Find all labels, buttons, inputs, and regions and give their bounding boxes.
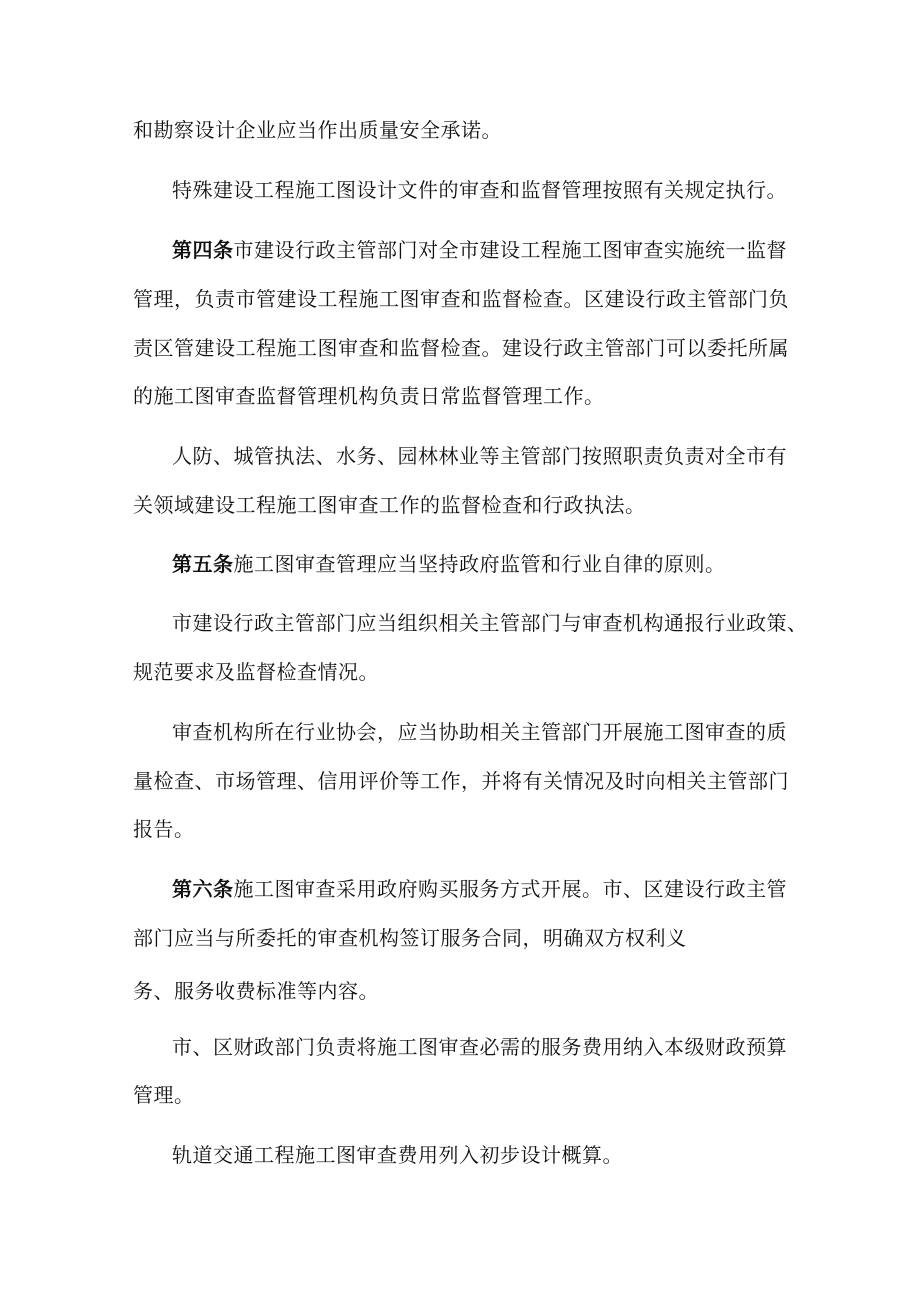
text-line: 责区管建设工程施工图审查和监督检查。建设行政主管部门可以委托所属 [133,336,789,360]
article-4-line [172,237,787,263]
text-line: 人防、城管执法、水务、园林林业等主管部门按照职责负责对全市有 [172,444,787,468]
article-6-line [172,876,787,902]
text-line: 轨道交通工程施工图审查费用列入初步设计概算。 [172,1143,623,1167]
text-line: 规范要求及监督检查情况。 [133,660,379,684]
text-line: 务、服务收费标准等内容。 [133,979,379,1003]
text-line: 市建设行政主管部门应当组织相关主管部门与审查机构通报行业政策、 [172,611,808,635]
text-line: 特殊建设工程施工图设计文件的审查和监督管理按照有关规定执行。 [172,178,787,202]
text-line: 部门应当与所委托的审查机构签订服务合同，明确双方权利义 [133,926,687,950]
article-heading: 第六条 [172,877,234,901]
text-line: 管理。 [133,1083,195,1107]
article-heading: 第五条 [172,552,234,576]
text-line: 关领域建设工程施工图审查工作的监督检查和行政执法。 [133,493,646,517]
text-line: 量检查、市场管理、信用评价等工作，并将有关情况及时向相关主管部门 [133,769,789,793]
text-line: 管理，负责市管建设工程施工图审查和监督检查。区建设行政主管部门负 [133,287,789,311]
text-line: 的施工图审查监督管理机构负责日常监督管理工作。 [133,384,605,408]
text-span: 市建设行政主管部门对全市建设工程施工图审查实施统一监督 [233,238,787,262]
article-5-line [172,551,726,577]
article-heading: 第四条 [172,238,234,262]
text-line: 市、区财政部门负责将施工图审查必需的服务费用纳入本级财政预算 [172,1035,787,1059]
text-span: 施工图审查采用政府购买服务方式开展。市、区建设行政主管 [233,877,787,901]
text-line: 审查机构所在行业协会，应当协助相关主管部门开展施工图审查的质 [172,720,787,744]
text-span: 施工图审查管理应当坚持政府监管和行业自律的原则。 [233,552,726,576]
text-line: 报告。 [133,817,195,841]
text-line: 和勘察设计企业应当作出质量安全承诺。 [133,118,502,142]
